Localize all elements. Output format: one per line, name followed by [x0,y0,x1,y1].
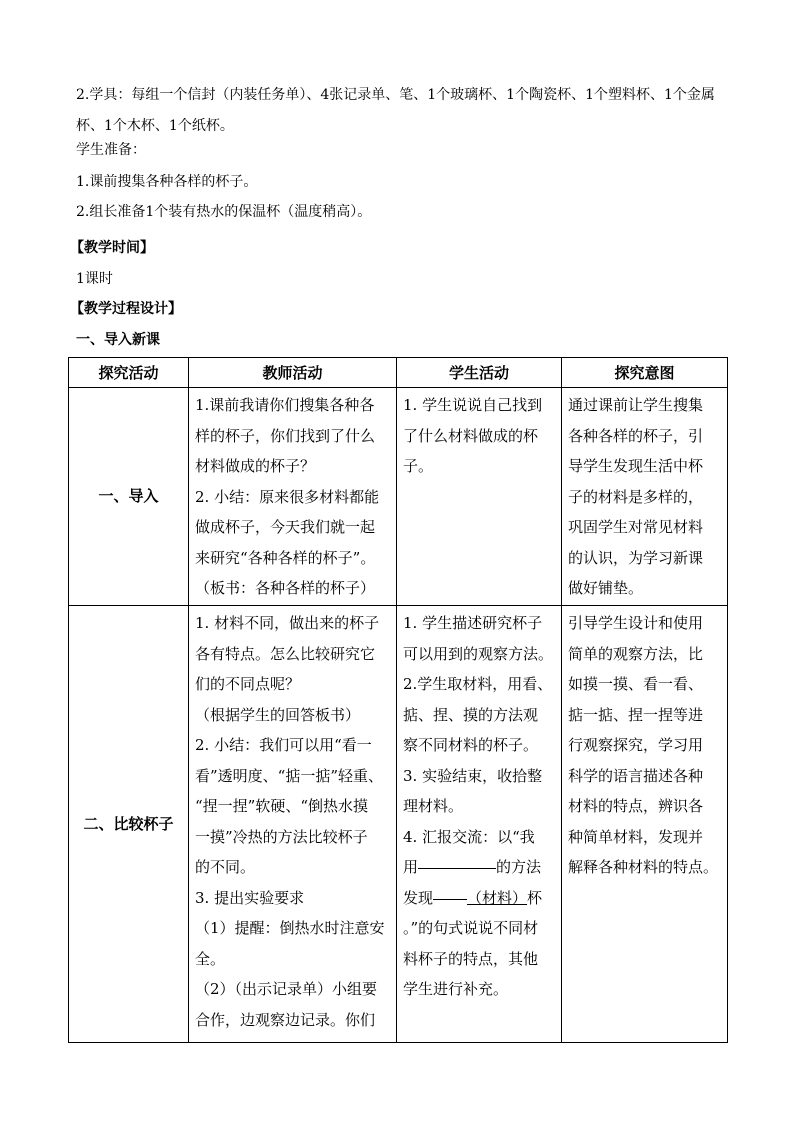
activity-cell: 一、导入 [69,388,189,606]
student-cell [397,388,562,606]
fill-in-prefix: 发现 [403,888,434,907]
section-heading-intro: 一、导入新课 [76,332,160,348]
cell-text-line: （板书：各种各样的杯子） [195,579,376,597]
teaching-process-heading: 【教学过程设计】 [70,301,182,317]
cell-text-line: 料杯子的特点，其他 [403,949,539,968]
cell-text-line: 2. 小结：我们可以用“看一 [195,736,372,754]
cell-text-line: 通过课前让学生搜集 [568,396,704,414]
cell-text-line: 合作，边观察边记录。你们 [195,1010,376,1029]
cell-text-line: 各种各样的杯子，引 [568,426,704,445]
table-row [69,606,728,1043]
teaching-time-value: 1课时 [76,271,113,287]
cell-text-line: 的不同。 [195,858,256,876]
cell-text-line: 3. 提出实验要求 [195,888,305,907]
cell-text-line: 学生进行补充。 [403,980,509,998]
cell-text-line: 可以用到的观察方法。 [403,644,554,663]
lesson-plan-table [68,357,728,1043]
cell-text-line: （根据学生的回答板书） [195,705,361,724]
blank-underline [418,867,496,869]
teaching-time-heading: 【教学时间】 [70,240,154,256]
cell-text-line: 掂、捏、摸的方法观 [403,705,539,724]
cell-text-line: 了什么材料做成的杯 [403,426,539,445]
fill-in-suffix: 的方法 [496,858,542,876]
fill-in-prefix: 用 [403,858,419,876]
cell-text-line: “捏一捏”软硬、“倒热水摸 [195,797,369,815]
header-teacher: 教师活动 [189,358,397,388]
cell-text-line: 种简单材料，发现并 [568,827,704,846]
cell-text-line: 做好铺垫。 [568,579,644,597]
student-prep-title: 学生准备： [76,142,146,158]
activity-cell: 二、比较杯子 [69,606,189,1043]
cell-text-line: 全。 [195,949,226,968]
cell-text-line: 2.学生取材料，用看、 [403,675,553,693]
header-activity: 探究活动 [69,358,189,388]
cell-text-line: 子。 [403,457,434,475]
cell-text-line: 解释各种材料的特点。 [568,858,719,876]
cell-text-line: 做成杯子，今天我们就一起 [195,518,376,536]
cell-text-line: （1）提醒：倒热水时注意安 [195,919,385,937]
cell-text-line: 3. 实验结束，收拾整 [403,766,543,785]
cell-text-line: 简单的观察方法，比 [568,644,704,663]
fill-in-line-method [403,852,555,883]
fill-in-line-material [403,883,555,914]
cell-text-line: 们的不同点呢？ [195,675,301,693]
cell-text-line: 导学生发现生活中杯 [568,457,704,475]
cell-text-line: 1. 材料不同，做出来的杯子 [195,614,380,632]
header-intent: 探究意图 [562,358,728,388]
cell-text-line: 1. 学生说说自己找到 [403,396,543,414]
intent-cell [562,388,728,606]
cell-text-line: 1.课前我请你们搜集各种各 [195,396,375,414]
tools-paragraph: 2.学具：每组一个信封（内装任务单）、4张记录单、笔、1个玻璃杯、1个陶瓷杯、1个塑料杯、1个金属杯、1个木杯、1个纸杯。 [76,87,715,134]
cell-text-line: 掂一掂、捏一捏等进 [568,705,704,724]
table-header-row [69,358,728,388]
cell-text-line: 子的材料是多样的， [568,487,704,506]
cell-text-line: 看”透明度、“掂一掂”轻重、 [195,766,384,785]
intent-cell [562,606,728,1043]
header-student: 学生活动 [397,358,562,388]
cell-text-line: 如摸一摸、看一看、 [568,675,704,693]
cell-text-line: 科学的语言描述各种 [568,766,704,785]
cell-text-line: 行观察探究，学习用 [568,736,704,754]
cell-text-line: 样的杯子，你们找到了什么 [195,426,376,445]
cell-text-line: 2. 小结：原来很多材料都能 [195,487,380,506]
cell-text-line: 4. 汇报交流：以“我 [403,827,535,846]
teacher-cell [189,606,397,1043]
cell-text-line: 1. 学生描述研究杯子 [403,614,543,632]
cell-text-line: 巩固学生对常见材料 [568,518,704,536]
student-prep-item-1: 1.课前搜集各种各样的杯子。 [76,174,258,190]
material-placeholder: （材料） [467,888,528,907]
teacher-cell [189,388,397,606]
cell-text-line: 材料做成的杯子？ [195,457,316,475]
cell-text-line: 察不同材料的杯子。 [403,736,539,754]
cell-text-line: 理材料。 [403,797,464,815]
cell-text-line: 的认识，为学习新课 [568,548,704,567]
cell-text-line: 。”的句式说说不同材 [403,919,539,937]
student-cell [397,606,562,1043]
cell-text-line: 来研究“各种各样的杯子”。 [195,548,376,567]
table-row [69,388,728,606]
fill-in-suffix: 杯 [527,888,543,907]
student-prep-item-2: 2.组长准备1个装有热水的保温杯（温度稍高）。 [76,204,372,220]
blank-underline [433,898,467,900]
cell-text-line: 引导学生设计和使用 [568,614,704,632]
cell-text-line: 各有特点。怎么比较研究它 [195,644,376,663]
cell-text-line: 材料的特点，辨识各 [568,797,704,815]
cell-text-line: （2）（出示记录单）小组要 [195,980,378,998]
cell-text-line: 一摸”冷热的方法比较杯子 [195,827,368,846]
